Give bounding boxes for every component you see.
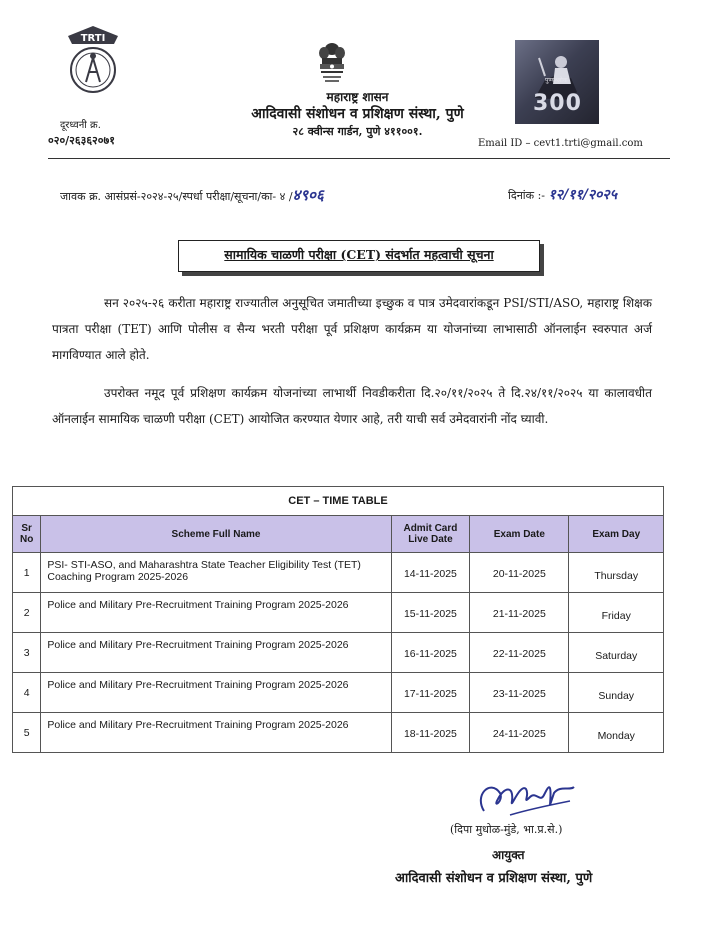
notice-title-box	[178, 240, 540, 272]
paragraph-1: सन २०२५-२६ करीता महाराष्ट्र राज्यातील अनुसूचित जमातीच्या इच्छुक व पात्र उमेदवारांकडून PSI/STI/ASO, महाराष्ट्र शिक्षक पात्रता परीक्षा (TET) आणि पोलीस व सैन्य भरती परीक्षा पूर्व प्रशिक्षण कार्यक्रम या योजनांच्या लाभासाठी ऑनलाईन स्वरुपात अर्ज मागविण्यात आले होते.	[52, 296, 652, 362]
cell-scheme: Police and Military Pre-Recruitment Training Program 2025-2026	[41, 633, 391, 673]
date-handwritten: १२/११/२०२५	[548, 187, 617, 203]
cell-exam-date: 22-11-2025	[470, 633, 569, 673]
cell-scheme: Police and Military Pre-Recruitment Training Program 2025-2026	[41, 713, 391, 753]
cet-timetable	[12, 486, 664, 753]
cell-scheme: Police and Military Pre-Recruitment Training Program 2025-2026	[41, 673, 391, 713]
cell-exam-date: 21-11-2025	[470, 593, 569, 633]
header-admit: Admit Card Live Date	[391, 516, 470, 553]
table-row	[13, 713, 664, 753]
cell-sr: 1	[13, 553, 41, 593]
cell-sr: 3	[13, 633, 41, 673]
cell-admit: 15-11-2025	[391, 593, 470, 633]
cell-scheme: PSI- STI-ASO, and Maharashtra State Teacher Eligibility Test (TET) Coaching Program 2025-2026	[41, 553, 391, 593]
institute-name: आदिवासी संशोधन व प्रशिक्षण संस्था, पुणे	[251, 106, 464, 122]
cell-sr: 5	[13, 713, 41, 753]
cell-sr: 2	[13, 593, 41, 633]
cell-admit: 14-11-2025	[391, 553, 470, 593]
cell-exam-date: 24-11-2025	[470, 713, 569, 753]
phone-label: दूरध्वनी क्र.	[60, 120, 101, 131]
notice-title: सामायिक चाळणी परीक्षा (CET) संदर्भात महत्वाची सूचना	[224, 247, 494, 262]
cell-admit: 16-11-2025	[391, 633, 470, 673]
outward-number-handwritten: ४९०६	[292, 186, 324, 204]
institute-address: २८ क्वीन्स गार्डन, पुणे ४११००१.	[292, 125, 423, 138]
email-address: Email ID – cevt1.trti@gmail.com	[478, 138, 643, 149]
table-row	[13, 633, 664, 673]
cell-admit: 17-11-2025	[391, 673, 470, 713]
issue-date	[508, 185, 617, 204]
outward-number	[60, 185, 324, 205]
phone-number: ०२०/२६३६२०७१	[48, 134, 115, 147]
paragraph-2: उपरोक्त नमूद पूर्व प्रशिक्षण कार्यक्रम योजनांच्या लाभार्थी निवडीकरीता दि.२०/११/२०२५ ते दि.२४/११/२०२५ या कालावधीत ऑनलाईन सामायिक चाळणी परीक्षा (CET) आयोजित करण्यात येणार आहे, तरी याची सर्व उमेदवारांनी नोंद घ्यावी.	[52, 386, 652, 426]
cell-exam-day: Friday	[569, 593, 664, 633]
header-exam-day: Exam Day	[569, 516, 664, 553]
photo-caption: पुण्यश्लोक	[545, 77, 568, 84]
signatory-organization: आदिवासी संशोधन व प्रशिक्षण संस्था, पुणे	[395, 871, 593, 886]
signatory-name: (दिपा मुधोळ-मुंडे, भा.प्र.से.)	[450, 823, 563, 836]
logo-text: TRTI	[80, 33, 106, 44]
header-divider	[48, 158, 670, 159]
cell-scheme: Police and Military Pre-Recruitment Training Program 2025-2026	[41, 593, 391, 633]
cell-exam-day: Saturday	[569, 633, 664, 673]
signature-mark	[470, 775, 580, 825]
cell-exam-date: 23-11-2025	[470, 673, 569, 713]
cell-admit: 18-11-2025	[391, 713, 470, 753]
table-row	[13, 593, 664, 633]
date-label: दिनांक :-	[508, 189, 546, 202]
table-row	[13, 673, 664, 713]
government-name: महाराष्ट्र शासन	[326, 90, 389, 104]
header-exam-date: Exam Date	[470, 516, 569, 553]
outward-number-label: जावक क्र. आसंप्रसं-२०२४-२५/स्पर्धा परीक्षा/सूचना/का- ४ /	[60, 190, 293, 203]
table-caption: CET – TIME TABLE	[13, 487, 664, 516]
cell-sr: 4	[13, 673, 41, 713]
cell-exam-day: Sunday	[569, 673, 664, 713]
cell-exam-day: Thursday	[569, 553, 664, 593]
signatory-title: आयुक्त	[492, 848, 525, 862]
photo-number: 300	[533, 91, 582, 116]
header-sr: Sr No	[13, 516, 41, 553]
cell-exam-date: 20-11-2025	[470, 553, 569, 593]
cell-exam-day: Monday	[569, 713, 664, 753]
timetable-table	[12, 486, 664, 753]
table-row	[13, 553, 664, 593]
ashoka-emblem-icon	[315, 40, 349, 86]
header-scheme: Scheme Full Name	[41, 516, 391, 553]
